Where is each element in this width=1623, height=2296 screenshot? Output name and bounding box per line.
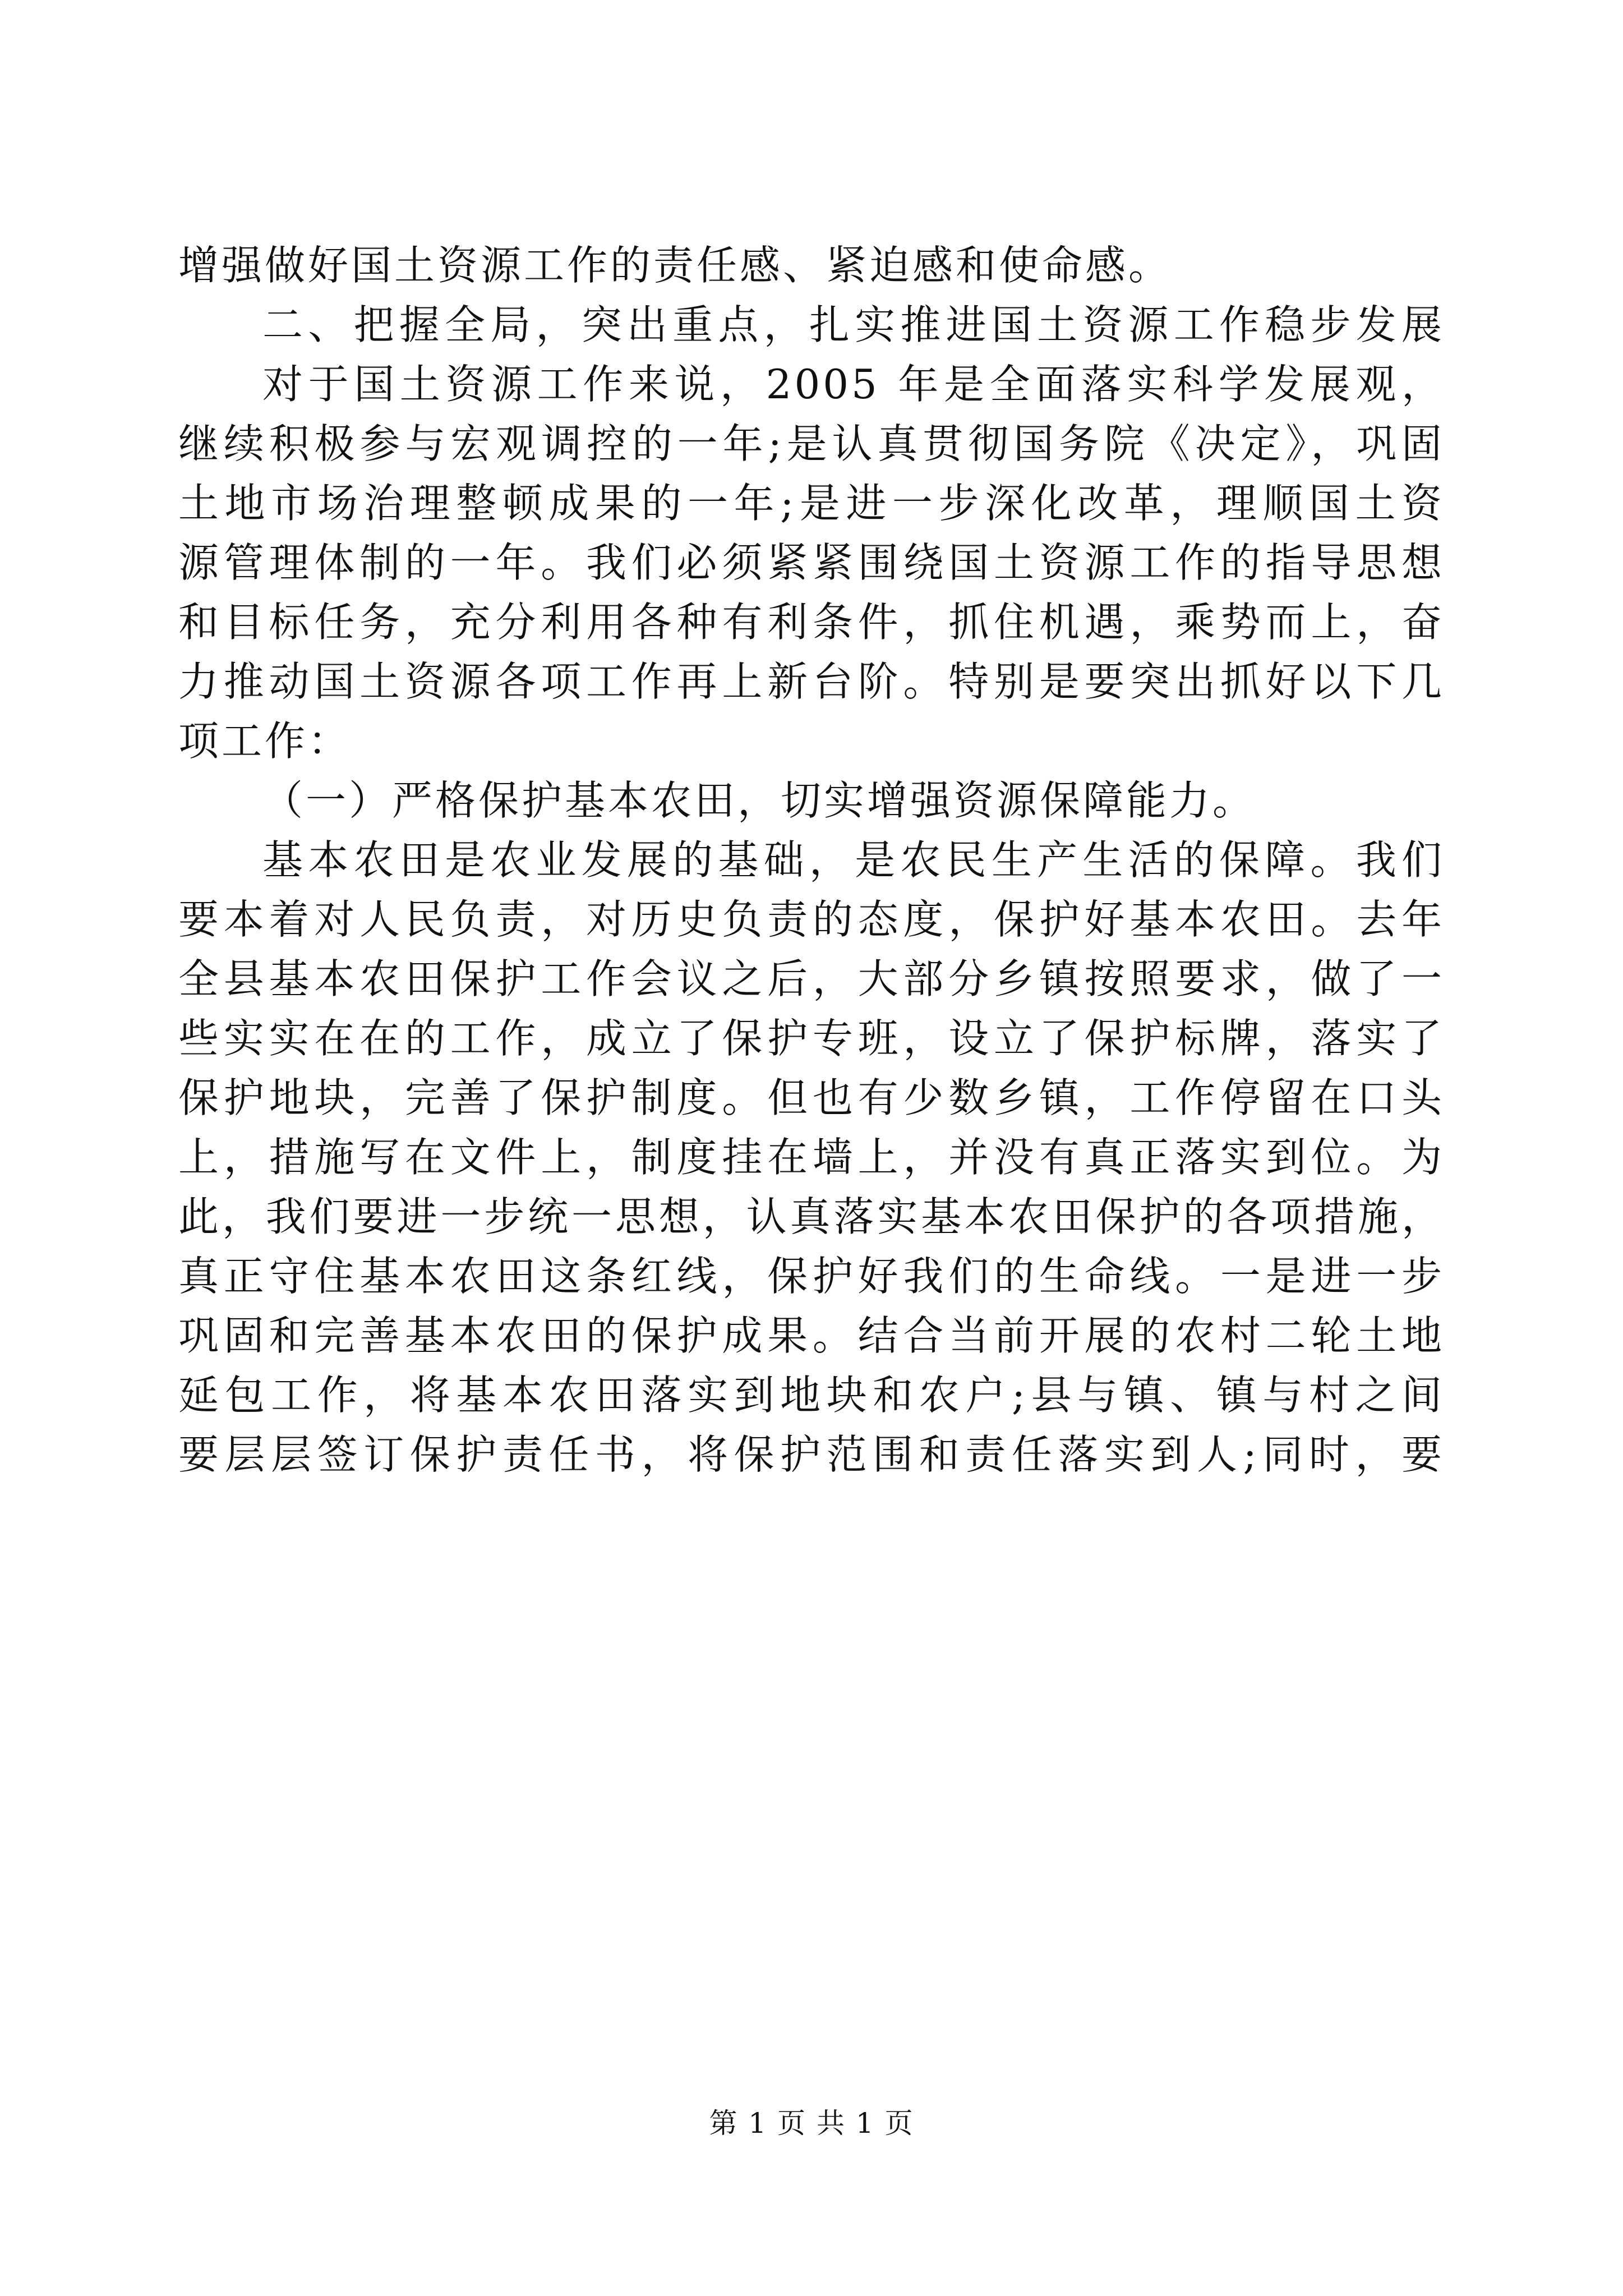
text-line: 要本着对人民负责，对历史负责的态度，保护好基本农田。去年: [178, 896, 1445, 943]
text-line: 巩固和完善基本农田的保护成果。结合当前开展的农村二轮土地: [178, 1312, 1445, 1359]
text-line: 保护地块，完善了保护制度。但也有少数乡镇，工作停留在口头: [178, 1074, 1445, 1121]
text-line: 此，我们要进一步统一思想，认真落实基本农田保护的各项措施，: [178, 1193, 1445, 1240]
text-line: 上，措施写在文件上，制度挂在墙上，并没有真正落实到位。为: [178, 1134, 1445, 1181]
text-line: 增强做好国土资源工作的责任感、紧迫感和使命感。: [178, 242, 1172, 289]
page-number-footer: 第 1 页 共 1 页: [709, 2107, 914, 2139]
text-line: 真正守住基本农田这条红线，保护好我们的生命线。一是进一步: [178, 1253, 1445, 1300]
text-line: 些实实在在的工作，成立了保护专班，设立了保护标牌，落实了: [178, 1015, 1445, 1062]
text-line: 基本农田是农业发展的基础，是农民生产生活的保障。我们: [262, 836, 1445, 884]
text-line: 二、把握全局，突出重点，扎实推进国土资源工作稳步发展: [262, 301, 1445, 348]
text-line: 继续积极参与宏观调控的一年;是认真贯彻国务院《决定》，巩固: [178, 420, 1445, 467]
text-line: 全县基本农田保护工作会议之后，大部分乡镇按照要求，做了一: [178, 955, 1445, 1002]
text-line: 土地市场治理整顿成果的一年;是进一步深化改革，理顺国土资: [178, 480, 1445, 527]
text-line: 要层层签订保护责任书，将保护范围和责任落实到人;同时，要: [178, 1431, 1445, 1478]
text-line: 对于国土资源工作来说，2005 年是全面落实科学发展观，: [262, 361, 1445, 408]
text-line: 源管理体制的一年。我们必须紧紧围绕国土资源工作的指导思想: [178, 539, 1445, 586]
text-line: 延包工作，将基本农田落实到地块和农户;县与镇、镇与村之间: [178, 1372, 1445, 1419]
document-body: [178, 236, 1445, 1484]
text-line: 力推动国土资源各项工作再上新台阶。特别是要突出抓好以下几: [178, 658, 1445, 705]
section-heading: （一）严格保护基本农田，切实增强资源保障能力。: [262, 777, 1256, 824]
text-line: 和目标任务，充分利用各种有利条件，抓住机遇，乘势而上，奋: [178, 599, 1445, 646]
text-line: 项工作：: [178, 717, 352, 765]
